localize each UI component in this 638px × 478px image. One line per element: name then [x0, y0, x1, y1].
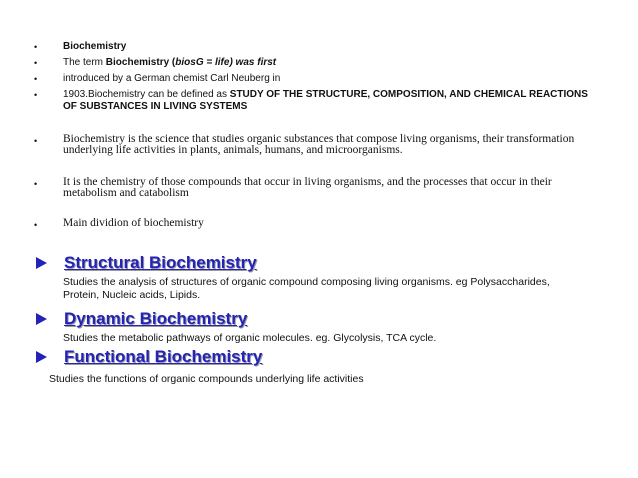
bullet-chemistry: It is the chemistry of those compounds that occur in living organisms, and the processes that occur in their metabolism and catabolism [63, 176, 552, 199]
heading-dynamic: Dynamic Biochemistry [64, 309, 248, 328]
desc-structural: Studies the analysis of structures of organic compound composing living organisms. eg Polysaccharides, Protein, Nucleic acids, Lipids. [63, 276, 550, 301]
bullet-divisions: Main dividion of biochemistry [63, 217, 204, 229]
desc-dynamic: Studies the metabolic pathways of organic molecules. eg. Glycolysis, TCA cycle. [63, 332, 437, 344]
heading-functional: Functional Biochemistry [64, 347, 263, 366]
bullet-definition: 1903.Biochemistry can be defined as STUDY OF THE STRUCTURE, COMPOSITION, AND CHEMICAL REACTIONS OF SUBSTANCES IN LIVING SYSTEMS [63, 89, 588, 112]
desc-functional: Studies the functions of organic compounds underlying life activities [49, 373, 364, 385]
bullet-biochemistry: Biochemistry [63, 41, 127, 52]
heading-structural: Structural Biochemistry [64, 253, 257, 272]
arrow-icon [36, 351, 47, 363]
bullet-dot: • [34, 58, 38, 68]
bullet-science: Biochemistry is the science that studies organic substances that compose living organisms, their transformation underlying life activities in plants, animals, humans, and microorganisms. [63, 133, 575, 156]
arrow-icon [36, 313, 47, 325]
bullet-dot: • [34, 42, 38, 52]
bullet-dot: • [34, 90, 38, 100]
bullet-dot: • [34, 220, 38, 230]
arrow-icon [36, 257, 47, 269]
bullet-neuberg: introduced by a German chemist Carl Neuberg in [63, 73, 281, 84]
bullet-dot: • [34, 179, 38, 189]
bullet-dot: • [34, 136, 38, 146]
bullet-dot: • [34, 74, 38, 84]
bullet-term: The term Biochemistry (biosG = life) was first [63, 57, 277, 68]
